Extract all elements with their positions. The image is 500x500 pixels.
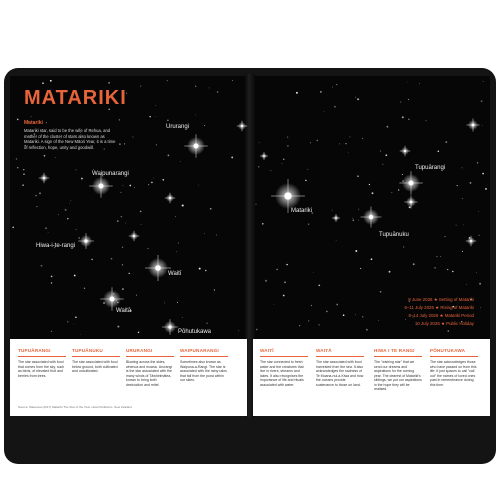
background-star	[402, 116, 404, 118]
star-minor	[165, 193, 175, 203]
background-star	[283, 295, 285, 297]
star-ururangi	[184, 134, 207, 157]
background-star	[371, 258, 373, 260]
background-star	[400, 101, 401, 102]
background-star	[447, 330, 449, 332]
background-star	[320, 91, 322, 93]
background-star	[318, 324, 319, 325]
background-star	[119, 119, 120, 120]
background-star	[58, 214, 59, 215]
star-tupuanuku	[361, 207, 382, 228]
background-star	[204, 125, 205, 126]
background-star	[408, 99, 409, 100]
star-label-pohutukawa: Pōhutukawa	[178, 329, 212, 335]
background-star	[140, 211, 142, 213]
background-star	[485, 188, 487, 190]
background-star	[41, 265, 43, 267]
background-star	[382, 164, 383, 165]
star-minor	[467, 119, 480, 132]
background-star	[23, 169, 24, 170]
background-star	[482, 173, 484, 175]
star-label-waiti: Waitī	[168, 271, 182, 277]
background-star	[180, 161, 181, 162]
source-citation: Source: Matamua (2017) Matariki The Star of the Year, Huia Publishers, New Zealand	[18, 405, 132, 409]
background-star	[108, 82, 109, 83]
info-column-tupuarangi: TUPUĀRANGI The star associated with food that comes from the sky, such as birds, of elevated fruit and berries from trees.	[18, 348, 65, 378]
star-pohutukawa	[162, 319, 178, 335]
background-star	[262, 223, 264, 225]
background-star	[51, 276, 53, 278]
background-star	[45, 228, 46, 229]
background-star	[324, 111, 325, 112]
dates-list	[378, 296, 474, 328]
background-star	[51, 282, 52, 283]
background-star	[481, 100, 483, 102]
background-star	[214, 289, 215, 290]
background-star	[141, 224, 142, 225]
background-star	[407, 82, 408, 83]
background-star	[46, 122, 47, 123]
background-star	[311, 305, 312, 306]
background-star	[140, 86, 141, 87]
background-star	[463, 225, 464, 226]
background-star	[120, 192, 121, 193]
background-star	[256, 329, 257, 330]
background-star	[198, 185, 199, 186]
background-star	[372, 192, 374, 194]
background-star	[332, 87, 333, 88]
background-star	[36, 206, 37, 207]
background-star	[199, 268, 201, 270]
background-star	[310, 142, 311, 143]
background-star	[79, 237, 80, 238]
background-star	[195, 114, 196, 115]
star-label-tupuanuku: Tupuānuku	[379, 232, 409, 238]
background-star	[434, 267, 436, 269]
info-column-waipunarangi: WAIPUNARANGI Sometimes also known as Waipuna-a-Rangi. The star is associated with the rainy rains that fall from the puna within our skies.	[180, 348, 227, 382]
background-star	[232, 80, 233, 81]
info-column-pohutukawa: PŌHUTUKAWA The star acknowledges those who have passed on from this life. It just spaces to call "call out" the names of loved ones past in remembrance during this time.	[430, 348, 477, 387]
background-star	[299, 325, 300, 326]
background-star	[270, 170, 271, 171]
date-row: 8 June 2026 ★ Setting of Matariki	[408, 297, 474, 302]
background-star	[336, 304, 338, 306]
background-star	[358, 209, 359, 210]
background-star	[129, 185, 131, 187]
background-star	[76, 229, 77, 230]
background-star	[334, 106, 336, 108]
background-star	[51, 331, 52, 332]
background-star	[167, 80, 168, 81]
background-star	[111, 258, 113, 260]
background-star	[426, 120, 427, 121]
background-star	[231, 156, 233, 158]
background-star	[80, 334, 81, 335]
background-star	[125, 223, 126, 224]
info-column-waita: WAITĀ The star associated with food harvested from the sea. It also acknowledges the sadness of Te Moana-nui-a-Kiwa and how the oceans provide sustenance to those on land.	[316, 348, 364, 387]
background-star	[44, 155, 46, 157]
background-star	[162, 179, 164, 181]
background-star	[476, 272, 477, 273]
background-star	[479, 235, 480, 236]
background-star	[357, 98, 359, 100]
background-star	[175, 216, 176, 217]
background-star	[307, 169, 308, 170]
background-star	[478, 211, 479, 212]
background-star	[362, 316, 364, 318]
background-star	[343, 314, 345, 316]
star-waiti	[145, 255, 171, 281]
background-star	[91, 259, 92, 260]
background-star	[470, 182, 472, 184]
background-star	[318, 285, 320, 287]
star-tupuarangi	[399, 171, 422, 194]
background-star	[164, 302, 165, 303]
page-title: MATARIKI	[24, 87, 127, 109]
background-star	[265, 280, 267, 282]
background-star	[17, 119, 19, 121]
background-star	[392, 192, 393, 193]
intro-heading: Matariki	[24, 120, 43, 126]
background-star	[136, 295, 137, 296]
background-star	[387, 126, 389, 128]
background-star	[209, 88, 210, 89]
background-star	[402, 174, 403, 175]
background-star	[440, 256, 441, 257]
info-column-tupuanuku: TUPUĀNUKU The star associated with food below ground, both cultivated and uncultivated.	[72, 348, 120, 374]
background-star	[482, 125, 483, 126]
star-minor	[405, 196, 418, 209]
background-star	[477, 162, 478, 163]
background-star	[124, 143, 125, 144]
star-minor	[260, 152, 268, 160]
background-star	[35, 195, 37, 197]
background-star	[283, 159, 284, 160]
star-minor	[466, 236, 476, 246]
background-star	[76, 169, 77, 170]
background-star	[122, 288, 123, 289]
background-star	[178, 243, 179, 244]
background-star	[48, 232, 49, 233]
background-star	[385, 154, 387, 156]
background-star	[155, 116, 156, 117]
background-star	[326, 311, 327, 312]
background-star	[238, 330, 239, 331]
background-star	[483, 81, 484, 82]
background-star	[339, 143, 340, 144]
background-star	[67, 321, 68, 322]
background-star	[308, 223, 309, 224]
background-star	[398, 189, 399, 190]
background-star	[413, 263, 415, 265]
background-star	[65, 209, 67, 211]
date-row: 8–14 July 2026 ★ Matariki Period	[408, 313, 474, 318]
background-star	[75, 316, 77, 318]
background-star	[308, 320, 309, 321]
background-star	[42, 82, 44, 84]
star-label-tupuarangi: Tupuārangi	[415, 165, 446, 171]
star-label-matariki: Matariki	[291, 208, 313, 214]
background-star	[204, 233, 205, 234]
background-star	[282, 163, 283, 164]
background-star	[119, 143, 121, 145]
background-star	[195, 86, 196, 87]
background-star	[316, 140, 318, 142]
background-star	[133, 137, 134, 138]
background-star	[23, 173, 24, 174]
background-star	[403, 247, 404, 248]
background-star	[444, 236, 445, 237]
background-star	[74, 324, 75, 325]
background-star	[156, 144, 157, 145]
background-star	[366, 329, 368, 331]
background-star	[81, 178, 83, 180]
background-star	[182, 205, 184, 207]
background-star	[216, 235, 217, 236]
background-star	[352, 218, 353, 219]
background-star	[151, 182, 153, 184]
background-star	[50, 80, 52, 82]
background-star	[138, 332, 139, 333]
background-star	[336, 240, 337, 241]
background-star	[206, 323, 207, 324]
star-waipunarangi	[89, 174, 112, 197]
date-row: 10 July 2026 ★ Public Holiday	[414, 321, 474, 326]
background-star	[16, 158, 17, 159]
background-star	[349, 136, 350, 137]
background-star	[122, 247, 123, 248]
background-star	[305, 180, 307, 182]
background-star	[353, 220, 355, 222]
star-minor	[39, 173, 49, 183]
star-label-ururangi: Ururangi	[166, 124, 190, 130]
background-star	[286, 264, 287, 265]
background-star	[74, 275, 76, 277]
background-star	[182, 317, 183, 318]
background-star	[148, 184, 149, 185]
background-star	[117, 326, 119, 328]
info-column-ururangi: URURANGI Blowing across the skies, whenua and moana. Ururangi is the star associated with the many winds of Tāwhirimātea, known to bring both destruction and relief.	[126, 348, 173, 387]
star-minor	[237, 121, 247, 131]
background-star	[284, 281, 286, 283]
background-star	[147, 248, 148, 249]
background-star	[121, 216, 123, 218]
background-star	[55, 157, 56, 158]
background-star	[389, 271, 391, 273]
background-star	[259, 142, 260, 143]
background-star	[168, 155, 170, 157]
background-star	[167, 120, 168, 121]
info-column-hiwa: HIWA I TE RANGI The "wishing star" that we send our dreams and aspirations for the coming year. The dearest of Matariki's siblings, we put our aspirations in the hope they will be realised.	[374, 348, 422, 391]
background-star	[348, 152, 349, 153]
background-star	[93, 169, 94, 170]
background-star	[355, 314, 356, 315]
background-star	[205, 270, 207, 272]
background-star	[22, 184, 24, 186]
background-star	[462, 198, 463, 199]
background-star	[122, 264, 123, 265]
background-star	[355, 97, 356, 98]
background-star	[447, 269, 448, 270]
background-star	[456, 225, 457, 226]
star-label-hiwa: Hiwa-i-te-rangi	[36, 243, 76, 249]
background-star	[276, 269, 278, 271]
background-star	[358, 220, 359, 221]
background-star	[117, 220, 119, 222]
background-star	[31, 116, 32, 117]
background-star	[217, 91, 219, 93]
background-star	[419, 83, 420, 84]
background-star	[466, 284, 467, 285]
background-star	[255, 204, 256, 205]
background-star	[462, 251, 463, 252]
background-star	[479, 283, 481, 285]
background-star	[345, 143, 346, 144]
background-star	[462, 167, 463, 168]
background-star	[438, 150, 440, 152]
background-star	[355, 250, 357, 252]
background-star	[128, 273, 129, 274]
background-star	[380, 291, 382, 293]
background-star	[70, 201, 71, 202]
background-star	[437, 256, 438, 257]
background-star	[210, 208, 212, 210]
background-star	[452, 271, 453, 272]
info-column-waiti: WAITĪ The star connected to fresh water and the creatures that live in rivers, streams and lakes. It also recognises the importance of life and rituals associated with water.	[260, 348, 308, 387]
background-star	[313, 272, 314, 273]
date-row: 6–11 July 2026 ★ Rising of Matariki	[404, 305, 474, 310]
background-star	[296, 92, 298, 94]
background-star	[287, 145, 289, 147]
background-star	[258, 166, 260, 168]
background-star	[39, 192, 41, 194]
background-star	[480, 307, 481, 308]
star-minor	[129, 231, 139, 241]
intro-text: Matariki star, said to be the wife of Rehua, and mother of the cluster of stars also known as Matariki. A sign of the New Māori Year, it is a time of reflection, hope, unity and goodwill.	[24, 128, 116, 150]
background-star	[123, 185, 124, 186]
background-star	[149, 116, 151, 118]
background-star	[457, 185, 458, 186]
star-hiwa	[78, 233, 94, 249]
background-star	[332, 210, 333, 211]
background-star	[153, 178, 154, 179]
background-star	[336, 84, 337, 85]
star-minor	[332, 214, 340, 222]
background-star	[274, 304, 275, 305]
background-star	[287, 136, 288, 137]
background-star	[369, 184, 370, 185]
background-star	[84, 288, 85, 289]
background-star	[362, 138, 363, 139]
star-label-waita: Waitā	[116, 308, 132, 314]
star-minor	[400, 146, 410, 156]
background-star	[134, 187, 135, 188]
background-star	[380, 151, 381, 152]
background-star	[176, 251, 177, 252]
background-star	[408, 119, 410, 121]
background-star	[445, 141, 447, 143]
background-star	[357, 176, 358, 177]
background-star	[67, 218, 69, 220]
background-star	[177, 302, 178, 303]
background-star	[12, 226, 14, 228]
background-star	[17, 167, 18, 168]
star-label-waipunarangi: Waipunarangi	[92, 171, 129, 177]
background-star	[360, 268, 361, 269]
background-star	[155, 105, 156, 106]
background-star	[69, 203, 70, 204]
